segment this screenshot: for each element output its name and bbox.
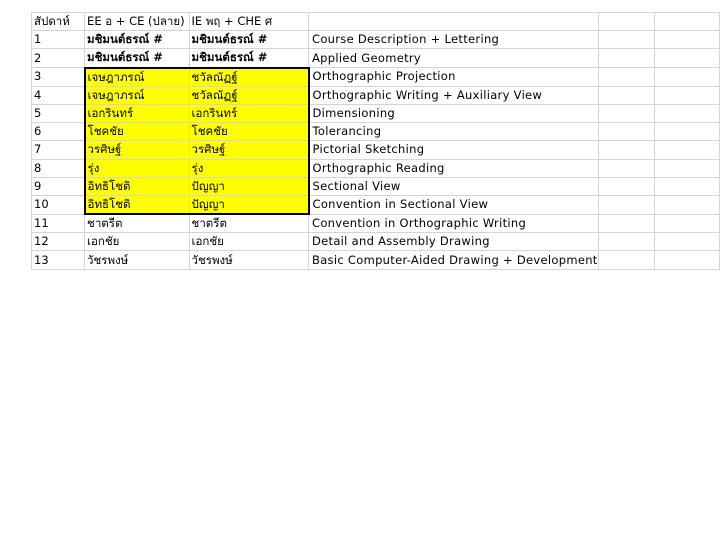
ee-instructor-cell[interactable]: มชิมนต์ธรณ์ # (85, 49, 189, 68)
header-cell-ee[interactable]: EE อ + CE (ปลาย) (85, 13, 189, 31)
empty-cell[interactable] (654, 177, 719, 195)
empty-cell[interactable] (598, 104, 654, 122)
topic-cell[interactable]: Sectional View (309, 177, 599, 195)
empty-cell[interactable] (654, 214, 719, 233)
empty-cell[interactable] (598, 123, 654, 141)
ee-instructor-cell[interactable]: เอกรินทร์ (85, 104, 189, 122)
week-cell[interactable]: 12 (32, 233, 85, 251)
topic-cell[interactable]: Orthographic Projection (309, 68, 599, 87)
ee-instructor-cell[interactable]: วรศิษฐ์ (85, 141, 189, 159)
ie-instructor-cell[interactable]: วัชรพงษ์ (189, 251, 308, 269)
ee-instructor-cell[interactable]: เอกชัย (85, 233, 189, 251)
header-cell-week[interactable]: สัปดาห์ (32, 13, 85, 31)
week-cell[interactable]: 11 (32, 214, 85, 233)
ee-instructor-cell[interactable]: เจษฎาภรณ์ (85, 86, 189, 104)
ie-instructor-cell[interactable]: เอกรินทร์ (189, 104, 308, 122)
empty-cell[interactable] (654, 104, 719, 122)
week-cell[interactable]: 8 (32, 159, 85, 177)
week-cell[interactable]: 6 (32, 123, 85, 141)
ie-instructor-cell[interactable]: รุ่ง (189, 159, 308, 177)
topic-cell[interactable]: Pictorial Sketching (309, 141, 599, 159)
ie-instructor-cell[interactable]: ชาตรีต (189, 214, 308, 233)
topic-cell[interactable]: Course Description + Lettering (309, 31, 599, 49)
header-row (32, 13, 720, 31)
topic-cell[interactable]: Convention in Orthographic Writing (309, 214, 599, 233)
table-row (32, 214, 720, 233)
ie-instructor-cell[interactable]: ปัญญา (189, 195, 308, 214)
ie-instructor-cell[interactable]: มชิมนต์ธรณ์ # (189, 31, 308, 49)
table-row (32, 177, 720, 195)
ee-instructor-cell[interactable]: อิทธิโชติ (85, 195, 189, 214)
header-cell-e[interactable] (598, 13, 654, 31)
ee-instructor-cell[interactable]: วัชรพงษ์ (85, 251, 189, 269)
empty-cell[interactable] (654, 233, 719, 251)
topic-cell[interactable]: Orthographic Writing + Auxiliary View (309, 86, 599, 104)
week-cell[interactable]: 7 (32, 141, 85, 159)
topic-cell[interactable]: Basic Computer-Aided Drawing + Development (309, 251, 599, 269)
table-row (32, 31, 720, 49)
topic-cell[interactable]: Detail and Assembly Drawing (309, 233, 599, 251)
schedule-table (31, 12, 720, 270)
ie-instructor-cell[interactable]: ชวัลณัฏฐ์ (189, 86, 308, 104)
ie-instructor-cell[interactable]: วรศิษฐ์ (189, 141, 308, 159)
empty-cell[interactable] (654, 159, 719, 177)
ie-instructor-cell[interactable]: ปัญญา (189, 177, 308, 195)
topic-cell[interactable]: Applied Geometry (309, 49, 599, 68)
topic-cell[interactable]: Convention in Sectional View (309, 195, 599, 214)
empty-cell[interactable] (654, 195, 719, 214)
table-row (32, 251, 720, 269)
empty-cell[interactable] (598, 251, 654, 269)
ie-instructor-cell[interactable]: โชคชัย (189, 123, 308, 141)
header-cell-ie[interactable]: IE พฤ + CHE ศ (189, 13, 308, 31)
empty-cell[interactable] (598, 31, 654, 49)
ee-instructor-cell[interactable]: อิทธิโชติ (85, 177, 189, 195)
ee-instructor-cell[interactable]: ชาตรีต (85, 214, 189, 233)
week-cell[interactable]: 2 (32, 49, 85, 68)
topic-cell[interactable]: Tolerancing (309, 123, 599, 141)
empty-cell[interactable] (654, 31, 719, 49)
week-cell[interactable]: 9 (32, 177, 85, 195)
table-row (32, 49, 720, 68)
ee-instructor-cell[interactable]: เจษฎาภรณ์ (85, 68, 189, 87)
table-row (32, 104, 720, 122)
empty-cell[interactable] (654, 141, 719, 159)
week-cell[interactable]: 4 (32, 86, 85, 104)
topic-cell[interactable]: Orthographic Reading (309, 159, 599, 177)
ie-instructor-cell[interactable]: เอกชัย (189, 233, 308, 251)
empty-cell[interactable] (598, 195, 654, 214)
empty-cell[interactable] (598, 233, 654, 251)
ie-instructor-cell[interactable]: มชิมนต์ธรณ์ # (189, 49, 308, 68)
week-cell[interactable]: 1 (32, 31, 85, 49)
empty-cell[interactable] (598, 214, 654, 233)
empty-cell[interactable] (654, 68, 719, 87)
header-cell-topic[interactable] (309, 13, 599, 31)
empty-cell[interactable] (598, 49, 654, 68)
table-row (32, 195, 720, 214)
empty-cell[interactable] (598, 141, 654, 159)
topic-cell[interactable]: Dimensioning (309, 104, 599, 122)
ee-instructor-cell[interactable]: โชคชัย (85, 123, 189, 141)
week-cell[interactable]: 10 (32, 195, 85, 214)
empty-cell[interactable] (654, 49, 719, 68)
table-row (32, 233, 720, 251)
header-cell-f[interactable] (654, 13, 719, 31)
table-row (32, 68, 720, 87)
week-cell[interactable]: 3 (32, 68, 85, 87)
empty-cell[interactable] (654, 123, 719, 141)
table-row (32, 86, 720, 104)
table-row (32, 123, 720, 141)
table-row (32, 159, 720, 177)
empty-cell[interactable] (598, 177, 654, 195)
empty-cell[interactable] (598, 159, 654, 177)
week-cell[interactable]: 13 (32, 251, 85, 269)
ie-instructor-cell[interactable]: ชวัลณัฏฐ์ (189, 68, 308, 87)
empty-cell[interactable] (598, 68, 654, 87)
ee-instructor-cell[interactable]: มชิมนต์ธรณ์ # (85, 31, 189, 49)
ee-instructor-cell[interactable]: รุ่ง (85, 159, 189, 177)
empty-cell[interactable] (654, 86, 719, 104)
week-cell[interactable]: 5 (32, 104, 85, 122)
table-row (32, 141, 720, 159)
empty-cell[interactable] (654, 251, 719, 269)
empty-cell[interactable] (598, 86, 654, 104)
